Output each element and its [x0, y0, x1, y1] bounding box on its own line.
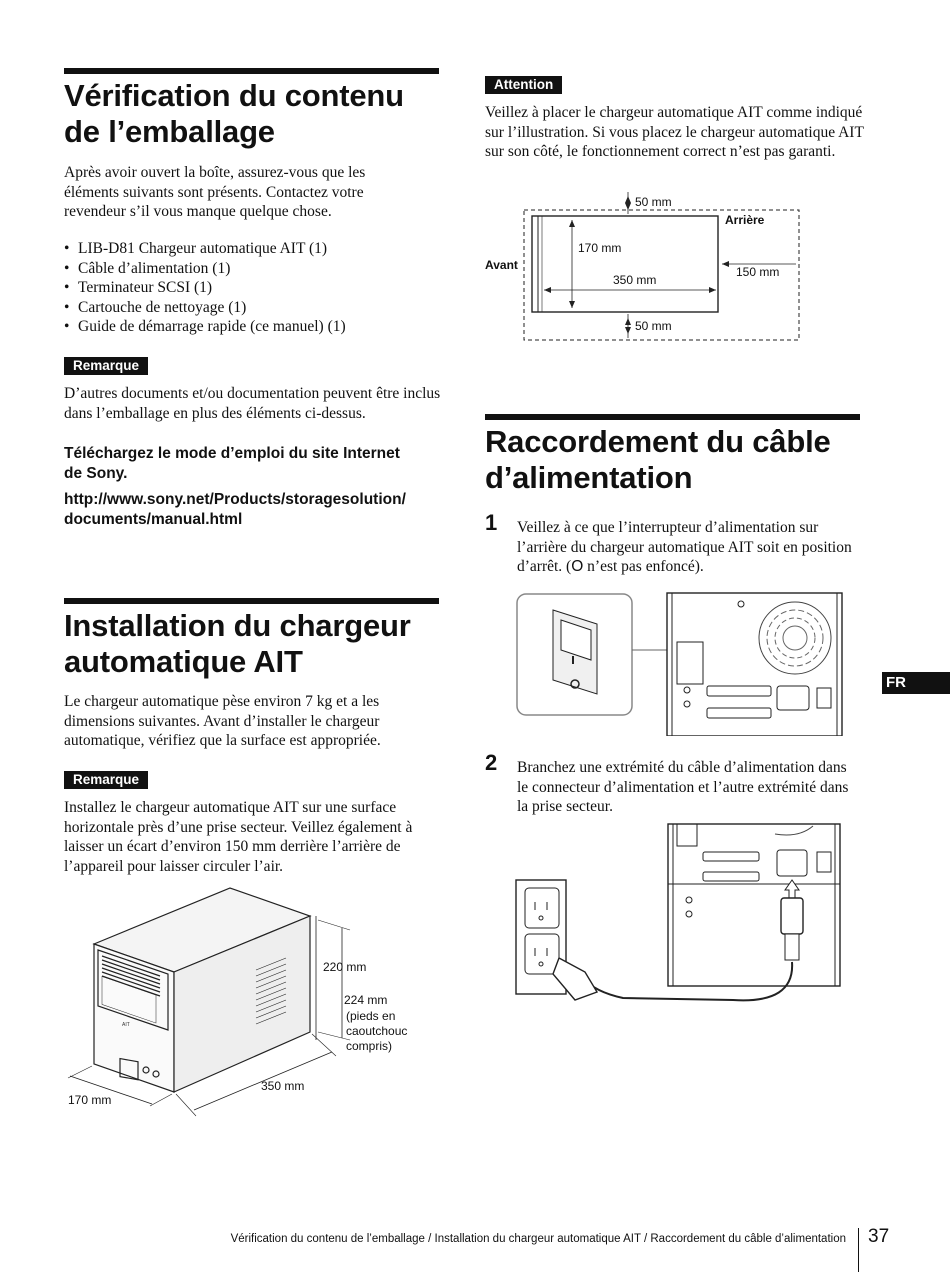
diagram-bottom: 50 mm: [635, 319, 672, 333]
footer-divider: [858, 1228, 859, 1272]
diagram-front-label: Avant: [485, 258, 518, 272]
off-symbol: O: [571, 558, 584, 575]
step-text-1: [517, 518, 862, 577]
title-line-1: Vérification du contenu: [64, 78, 404, 113]
installation-intro: Le chargeur automatique pèse environ 7 kg et a les dimensions suivantes. Avant d’installer le chargeur automatique, vérifiez que la surface est appropriée.: [64, 693, 381, 749]
attention-label: Attention: [485, 76, 562, 94]
dim-height-feet-3: caoutchouc: [346, 1024, 408, 1038]
step1-text-a: Veillez à ce que l’interrupteur d’alimentation sur l’arrière du chargeur automatique AIT soit en position d’arrêt. (: [517, 519, 852, 575]
power-cable-illustration: [513, 822, 848, 1012]
list-item: • Cartouche de nettoyage (1): [64, 298, 434, 318]
device-dimension-illustration: [60, 880, 450, 1120]
title-line-1: Installation du chargeur: [64, 608, 411, 643]
download-line-2: de Sony.: [64, 464, 128, 482]
dim-height-feet-2: (pieds en: [346, 1009, 396, 1023]
download-line-1: Téléchargez le mode d’emploi du site Internet: [64, 445, 400, 462]
list-item: • LIB-D81 Chargeur automatique AIT (1): [64, 239, 434, 259]
url-line-1: http://www.sony.net/Products/storagesolution/: [64, 491, 406, 508]
attention-text: Veillez à placer le chargeur automatique AIT comme indiqué sur l’illustration. Si vous placez le chargeur automatique AIT sur son côté, le fonctionnement correct n’est pas garanti.: [485, 104, 864, 160]
language-tab: FR: [882, 672, 950, 694]
diagram-rear-gap: 150 mm: [736, 265, 780, 279]
dim-width: 170 mm: [68, 1093, 112, 1107]
unit-body: [532, 216, 718, 312]
note-label-2: Remarque: [64, 771, 148, 789]
note-text-1: D’autres documents et/ou documentation peuvent être inclus dans l’emballage en plus des éléments ci-dessus.: [64, 385, 441, 422]
step-number-1: 1: [485, 510, 498, 535]
title-line-2: automatique AIT: [64, 644, 303, 679]
list-item: • Câble d’alimentation (1): [64, 259, 434, 279]
download-heading: [64, 444, 444, 483]
contents-list: [64, 239, 434, 337]
diagram-length: 350 mm: [613, 273, 657, 287]
manual-url: [64, 490, 449, 529]
page-number: 37: [868, 1226, 890, 1247]
list-item: • Terminateur SCSI (1): [64, 278, 434, 298]
title-line-2: d’alimentation: [485, 460, 693, 495]
footer-breadcrumb: Vérification du contenu de l’emballage / Installation du chargeur automatique AIT / Raccordement du câble d’alimentation: [230, 1233, 846, 1245]
section-rule-3: [485, 414, 860, 420]
step-text-2: Branchez une extrémité du câble d’alimentation dans le connecteur d’alimentation et l’autre extrémité dans la prise secteur.: [517, 759, 849, 815]
diagram-height: 170 mm: [578, 241, 622, 255]
verification-intro: Après avoir ouvert la boîte, assurez-vous que les éléments suivants sont présents. Contactez votre revendeur s’il vous manque quelque chose.: [64, 164, 366, 220]
dim-height-feet-4: compris): [346, 1039, 393, 1053]
title-line-2: de l’emballage: [64, 114, 275, 149]
step1-text-b: n’est pas enfoncé).: [583, 558, 704, 575]
dim-depth: 350 mm: [261, 1079, 305, 1093]
url-line-2: documents/manual.html: [64, 510, 243, 528]
section-title-power-cable: [485, 424, 885, 496]
title-line-1: Raccordement du câble: [485, 424, 831, 459]
section-rule-1: [64, 68, 439, 74]
note-text-2: Installez le chargeur automatique AIT sur une surface horizontale près d’une prise secteur. Veillez également à laisser un écart d’environ 150 mm derrière l’arrière de l’appareil pour laisser circuler l’air.: [64, 799, 413, 875]
device-logo: AIT: [122, 1022, 130, 1028]
section-title-installation: [64, 608, 444, 680]
diagram-back-label: Arrière: [725, 213, 765, 227]
dim-height: 220 mm: [323, 960, 367, 974]
rear-panel-lower: [668, 824, 840, 986]
note-label-1: Remarque: [64, 357, 148, 375]
clearance-diagram: [480, 188, 810, 346]
diagram-top: 50 mm: [635, 195, 672, 209]
section-title-verification: [64, 78, 444, 150]
rear-panel-switch-illustration: [515, 590, 850, 736]
inlet-plug: [781, 898, 803, 934]
dim-height-feet-1: 224 mm: [344, 993, 388, 1007]
section-rule-2: [64, 598, 439, 604]
step-number-2: 2: [485, 750, 498, 775]
list-item: • Guide de démarrage rapide (ce manuel) (1): [64, 317, 434, 337]
